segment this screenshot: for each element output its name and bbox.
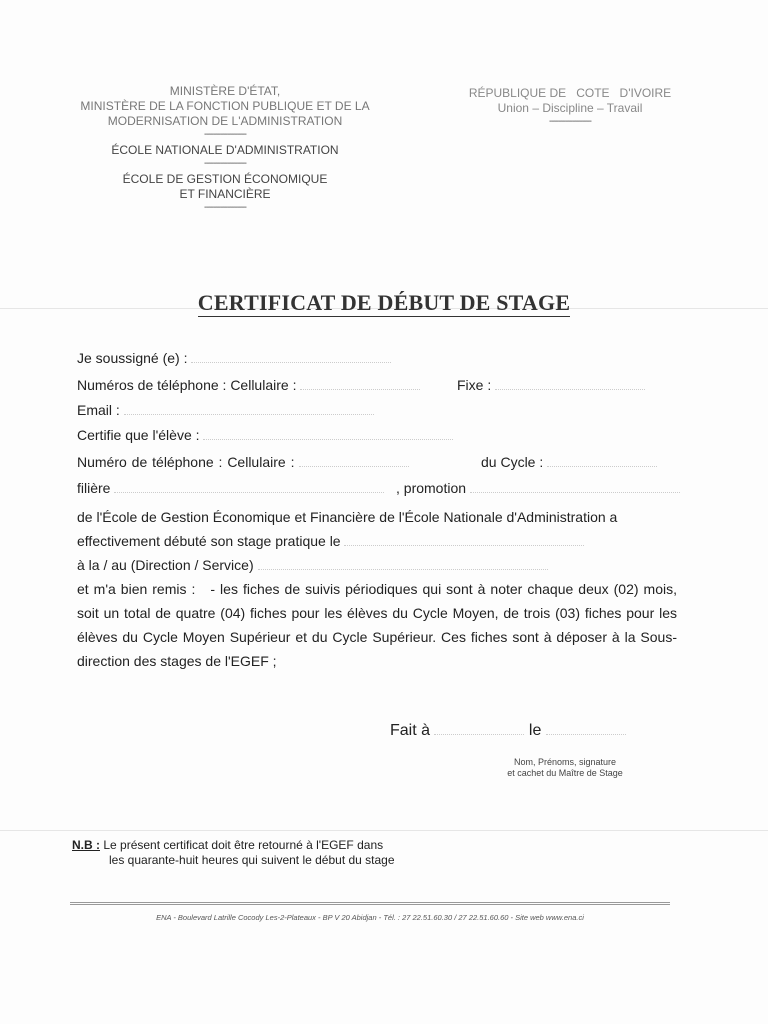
ministry-header: [60, 84, 390, 214]
eleve-phone-line: [77, 454, 409, 470]
nb-text-2: les quarante-huit heures qui suivent le début du stage: [109, 853, 395, 867]
direction-field[interactable]: [258, 557, 548, 570]
nb-label: N.B :: [72, 838, 100, 852]
email-field[interactable]: [124, 402, 374, 415]
email-label: Email :: [77, 402, 120, 418]
body-line-2: [77, 529, 677, 553]
signature-caption-2: et cachet du Maître de Stage: [507, 768, 623, 778]
eleve-phone-label: Numéro de téléphone : Cellulaire :: [77, 454, 295, 470]
ministry-line-3: MODERNISATION DE L'ADMINISTRATION: [107, 114, 343, 128]
school-name: ÉCOLE NATIONALE D'ADMINISTRATION: [111, 143, 339, 157]
le-label: le: [528, 722, 542, 739]
email-line: [77, 402, 374, 418]
soussigne-label: Je soussigné (e) :: [77, 350, 188, 366]
body-line-3: [77, 553, 677, 577]
direction-label: à la / au (Direction / Service): [77, 557, 254, 573]
separator: ------------------: [204, 129, 246, 140]
document-title: [0, 290, 768, 316]
fixe-label: Fixe :: [457, 377, 492, 393]
fait-a-line: [390, 722, 626, 740]
nb-text-1: Le présent certificat doit être retourné à l'EGEF dans: [103, 838, 384, 852]
fixe-line: [457, 377, 645, 393]
fait-label: Fait à: [390, 722, 431, 739]
phone-field[interactable]: [300, 377, 420, 390]
eleve-phone-field[interactable]: [299, 454, 409, 467]
ministry-line-1: MINISTÈRE D'ÉTAT,: [169, 84, 281, 98]
cycle-line: [481, 454, 657, 470]
separator: ------------------: [204, 158, 246, 169]
cycle-field[interactable]: [547, 454, 657, 467]
date-field[interactable]: [546, 722, 626, 735]
promotion-line: [396, 480, 680, 496]
separator: ------------------: [549, 116, 591, 127]
republic-header: [450, 86, 690, 128]
scan-line: [0, 830, 768, 831]
certifie-line: [77, 427, 453, 443]
republic-motto: Union – Discipline – Travail: [497, 101, 643, 115]
separator: ------------------: [204, 202, 246, 213]
egef-line-1: ÉCOLE DE GESTION ÉCONOMIQUE: [122, 172, 328, 186]
egef-line-2: ET FINANCIÈRE: [179, 187, 271, 201]
republic-name: RÉPUBLIQUE DE COTE D'IVOIRE: [468, 86, 672, 100]
soussigne-field[interactable]: [191, 350, 391, 363]
filiere-field[interactable]: [114, 480, 384, 493]
nb-line-1: [72, 838, 395, 853]
nb-note: [72, 838, 395, 868]
signature-caption: [480, 757, 650, 779]
soussigne-line: [77, 350, 391, 366]
cycle-label: du Cycle :: [481, 454, 544, 470]
ministry-line-2: MINISTÈRE DE LA FONCTION PUBLIQUE ET DE LA: [80, 99, 370, 113]
body-text: [77, 505, 681, 673]
phone-label: Numéros de téléphone : Cellulaire :: [77, 377, 297, 393]
footer-address: ENA - Boulevard Latrille Cocody Les-2-Plateaux - BP V 20 Abidjan - Tél. : 27 22.51.60.30 / 27 22.51.60.60 - Site web www.ena.ci: [156, 913, 584, 922]
body-paragraph-2: et m'a bien remis : - les fiches de suivis périodiques qui sont à noter chaque deux (02) mois, soit un total de quatre (04) fiches pour les élèves du Cycle Moyen, de trois (03) fiches pour les élèves du Cycle Moyen Supérieur et du Cycle Supérieur. Ces fiches sont à déposer à la Sous-direction des stages de l'EGEF ;: [77, 581, 681, 669]
eleve-field[interactable]: [203, 427, 453, 440]
certifie-label: Certifie que l'élève :: [77, 427, 200, 443]
promotion-label: , promotion: [396, 480, 467, 496]
promotion-field[interactable]: [470, 480, 680, 493]
filiere-label: filière: [77, 480, 111, 496]
start-date-field[interactable]: [344, 533, 584, 546]
filiere-line: [77, 480, 384, 496]
signature-caption-1: Nom, Prénoms, signature: [513, 757, 617, 767]
body-line-1: de l'École de Gestion Économique et Financière de l'École Nationale d'Administration a: [77, 509, 618, 525]
start-date-label: effectivement débuté son stage pratique le: [77, 533, 341, 549]
fixe-field[interactable]: [495, 377, 645, 390]
phone-line: [77, 377, 420, 393]
title-text: CERTIFICAT DE DÉBUT DE STAGE: [197, 290, 571, 315]
fait-place-field[interactable]: [434, 722, 524, 735]
footer-rule: [70, 902, 670, 905]
